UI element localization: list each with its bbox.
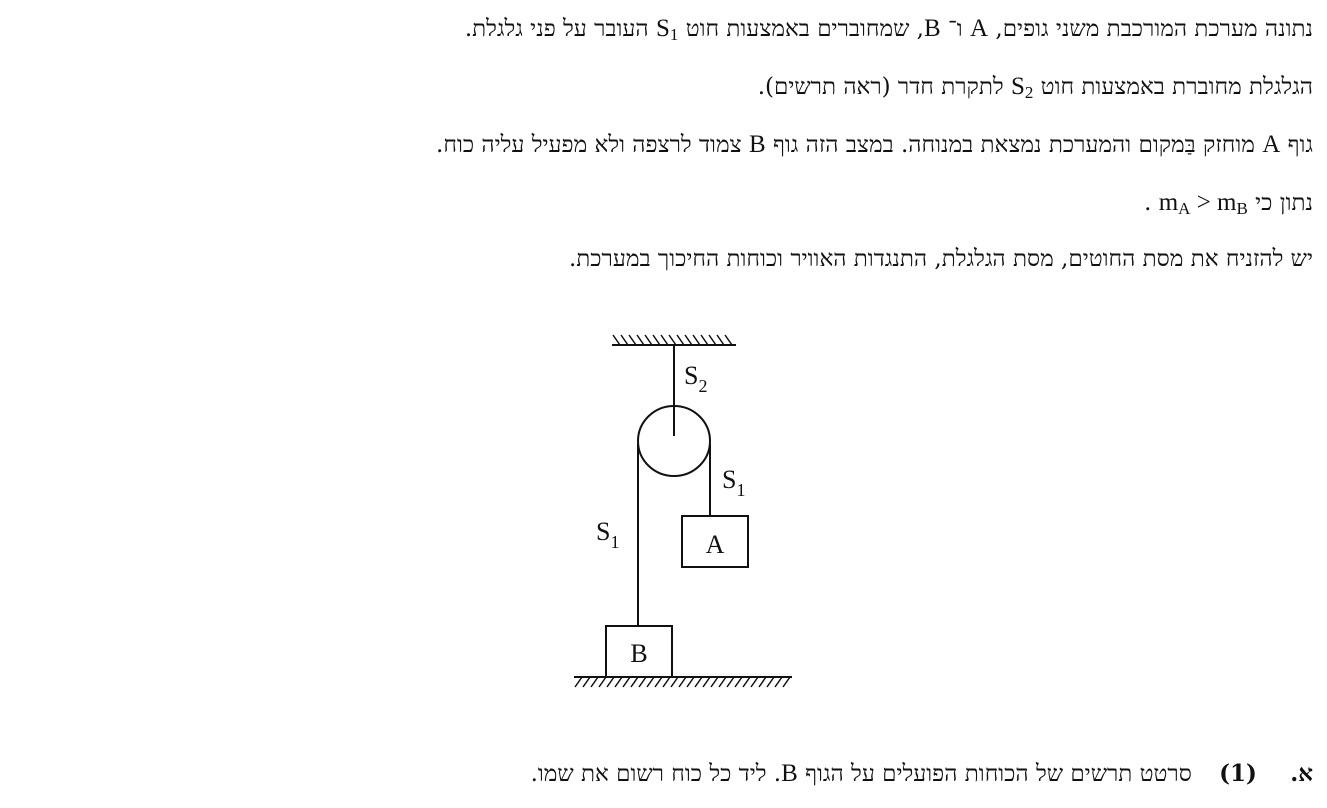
hatch-mark <box>687 677 694 687</box>
label-s1-right: $S_1$ <box>722 465 746 500</box>
label-s1-left: $S_1$ <box>596 517 620 552</box>
hatch-mark <box>583 677 590 687</box>
hatch-mark <box>717 335 724 345</box>
body-B-label: B <box>924 15 941 42</box>
intro-line-2: הגלגלת מחוברת באמצעות חוט $S_2$ לתקרת חדר (ראה תרשים). <box>757 73 1313 102</box>
hatch-mark <box>669 335 676 345</box>
intro-line-4: נתון כי $m_A > m_B$ . <box>1144 189 1313 218</box>
block-A-label: A <box>705 530 725 559</box>
hatch-mark <box>685 335 692 345</box>
hatch-mark <box>655 677 662 687</box>
hatch-mark <box>751 677 758 687</box>
hatch-mark <box>647 677 654 687</box>
hatch-mark <box>599 677 606 687</box>
question-letter: א. <box>1290 760 1313 787</box>
hatch-mark <box>783 677 790 687</box>
hatch-mark <box>743 677 750 687</box>
hatch-mark <box>621 335 628 345</box>
intro-line-1: נתונה מערכת המורכבת משני גופים, A ו־ B, שמחוברים באמצעות חוט $S_1$ העובר על פני גלגלת. <box>464 15 1313 44</box>
intro-line-3: גוף A מוחזק בַּמקום והמערכת נמצאת במנוחה. במצב הזה גוף B צמוד לרצפה ולא מפעיל עליה כוח. <box>436 131 1313 158</box>
intro-line-5: יש להזניח את מסת החוטים, מסת הגלגלת, התנגדות האוויר וכוחות החיכוך במערכת. <box>568 246 1313 272</box>
hatch-mark <box>607 677 614 687</box>
hatch-mark <box>775 677 782 687</box>
question-number: (1) <box>1219 760 1257 787</box>
hatch-mark <box>735 677 742 687</box>
floor <box>574 677 792 687</box>
hatch-mark <box>663 677 670 687</box>
hatch-mark <box>693 335 700 345</box>
hatch-mark <box>725 335 732 345</box>
hatch-mark <box>631 677 638 687</box>
string-s2-label: $S_2$ <box>1010 73 1034 102</box>
label-s2: $S_2$ <box>684 361 708 396</box>
hatch-mark <box>759 677 766 687</box>
hatch-mark <box>727 677 734 687</box>
hatch-mark <box>637 335 644 345</box>
hatch-mark <box>695 677 702 687</box>
hatch-mark <box>719 677 726 687</box>
block-B-label: B <box>630 639 648 668</box>
hatch-mark <box>613 335 620 345</box>
ceiling <box>612 335 736 345</box>
hatch-mark <box>661 335 668 345</box>
hatch-mark <box>703 677 710 687</box>
hatch-mark <box>767 677 774 687</box>
string-s1-label: $S_1$ <box>655 15 679 44</box>
hatch-mark <box>645 335 652 345</box>
hatch-mark <box>575 677 582 687</box>
hatch-mark <box>615 677 622 687</box>
hatch-mark <box>653 335 660 345</box>
hatch-mark <box>623 677 630 687</box>
hatch-mark <box>677 335 684 345</box>
mass-inequality: $m_A > m_B$ <box>1158 189 1248 218</box>
hatch-mark <box>711 677 718 687</box>
hatch-mark <box>591 677 598 687</box>
hatch-mark <box>629 335 636 345</box>
hatch-mark <box>679 677 686 687</box>
pulley-diagram <box>560 320 800 695</box>
hatch-mark <box>639 677 646 687</box>
hatch-mark <box>709 335 716 345</box>
question-a1: א. (1) סרטט תרשים של הכוחות הפועלים על הגוף B. ליד כל כוח רשום את שמו. <box>530 760 1313 787</box>
hatch-mark <box>701 335 708 345</box>
hatch-mark <box>671 677 678 687</box>
body-A-label: A <box>970 15 989 42</box>
